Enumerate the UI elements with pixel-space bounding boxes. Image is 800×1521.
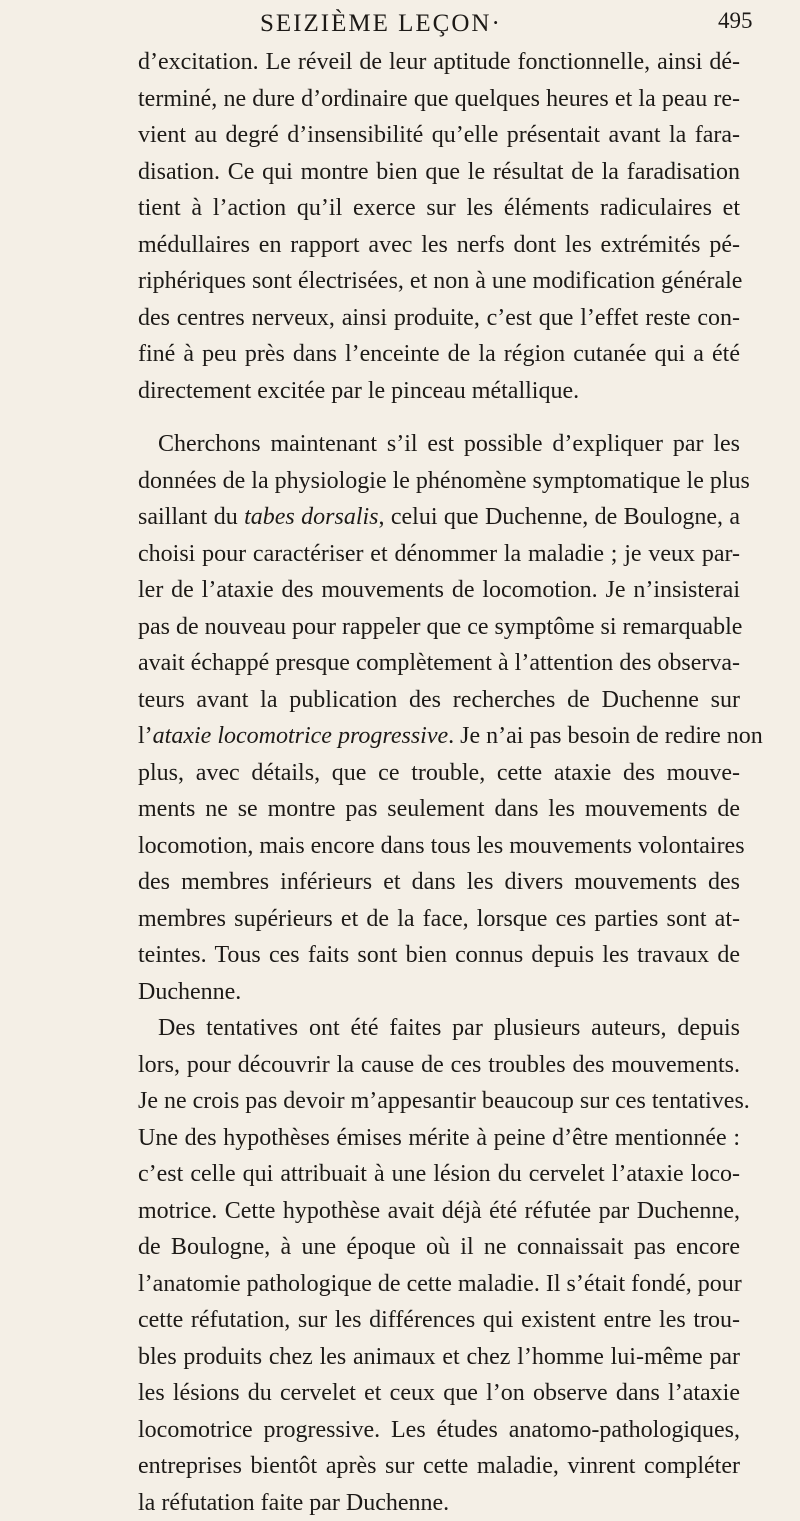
text-line: des membres inférieurs et dans les divers mouvements des (138, 864, 740, 901)
paragraph (138, 426, 740, 1010)
text-line: avait échappé presque complètement à l’attention des observa- (138, 645, 740, 682)
text-line: membres supérieurs et de la face, lorsque ces parties sont at- (138, 901, 740, 938)
text-line: ler de l’ataxie des mouvements de locomotion. Je n’insisterai (138, 572, 740, 609)
text-line: c’est celle qui attribuait à une lésion du cervelet l’ataxie loco- (138, 1156, 740, 1193)
text-line: plus, avec détails, que ce trouble, cette ataxie des mouve- (138, 755, 740, 792)
text-line: teintes. Tous ces faits sont bien connus depuis les travaux de (138, 937, 740, 974)
text-line: de Boulogne, à une époque où il ne connaissait pas encore (138, 1229, 740, 1266)
text-line: les lésions du cervelet et ceux que l’on observe dans l’ataxie (138, 1375, 740, 1412)
text-line: l’anatomie pathologique de cette maladie. Il s’était fondé, pour (138, 1266, 740, 1303)
text-line: Cherchons maintenant s’il est possible d’expliquer par les (138, 426, 740, 463)
text-line: riphériques sont électrisées, et non à une modification générale (138, 263, 740, 300)
text-line: choisi pour caractériser et dénommer la maladie ; je veux par- (138, 536, 740, 573)
text-line: d’excitation. Le réveil de leur aptitude fonctionnelle, ainsi dé- (138, 44, 740, 81)
text-line: motrice. Cette hypothèse avait déjà été réfutée par Duchenne, (138, 1193, 740, 1230)
text-line: Des tentatives ont été faites par plusieurs auteurs, depuis (138, 1010, 740, 1047)
text-fragment: , celui que Duchenne, de Boulogne, a (379, 504, 741, 530)
text-line: locomotion, mais encore dans tous les mouvements volontaires (138, 828, 740, 865)
text-line: disation. Ce qui montre bien que le résultat de la faradisation (138, 154, 740, 191)
text-line: Duchenne. (138, 974, 740, 1011)
running-title: SEIZIÈME LEÇON· (260, 10, 502, 38)
text-line: Une des hypothèses émises mérite à peine d’être mentionnée : (138, 1120, 740, 1157)
text-line: des centres nerveux, ainsi produite, c’est que l’effet reste con- (138, 300, 740, 337)
text-line: vient au degré d’insensibilité qu’elle présentait avant la fara- (138, 117, 740, 154)
text-line: directement excitée par le pinceau métallique. (138, 373, 740, 410)
text-fragment: l’ (138, 723, 153, 749)
paragraph (138, 1010, 740, 1521)
text-line: pas de nouveau pour rappeler que ce symptôme si remarquable (138, 609, 740, 646)
italic-term: ataxie locomotrice progressive (153, 723, 448, 749)
text-line: lors, pour découvrir la cause de ces troubles des mouvements. (138, 1047, 740, 1084)
text-line: ments ne se montre pas seulement dans les mouvements de (138, 791, 740, 828)
text-line (138, 499, 740, 536)
text-line (138, 718, 740, 755)
text-line: bles produits chez les animaux et chez l’homme lui-même par (138, 1339, 740, 1376)
text-line: médullaires en rapport avec les nerfs dont les extrémités pé- (138, 227, 740, 264)
text-line: finé à peu près dans l’enceinte de la région cutanée qui a été (138, 336, 740, 373)
text-line: cette réfutation, sur les différences qui existent entre les trou- (138, 1302, 740, 1339)
paragraph-gap (138, 409, 740, 426)
text-line: données de la physiologie le phénomène symptomatique le plus (138, 463, 740, 500)
text-line: tient à l’action qu’il exerce sur les éléments radiculaires et (138, 190, 740, 227)
text-fragment: . Je n’ai pas besoin de redire non (448, 723, 763, 749)
text-line: terminé, ne dure d’ordinaire que quelques heures et la peau re- (138, 81, 740, 118)
italic-term: tabes dorsalis (244, 504, 378, 530)
text-line: Je ne crois pas devoir m’appesantir beaucoup sur ces tentatives. (138, 1083, 740, 1120)
text-fragment: saillant du (138, 504, 244, 530)
text-line: la réfutation faite par Duchenne. (138, 1485, 740, 1521)
body-text (138, 44, 740, 1521)
text-line: entreprises bientôt après sur cette maladie, vinrent compléter (138, 1448, 740, 1485)
page-number: 495 (718, 8, 753, 34)
running-head (0, 4, 800, 44)
paragraph (138, 44, 740, 409)
text-line: teurs avant la publication des recherches de Duchenne sur (138, 682, 740, 719)
text-line: locomotrice progressive. Les études anatomo-pathologiques, (138, 1412, 740, 1449)
